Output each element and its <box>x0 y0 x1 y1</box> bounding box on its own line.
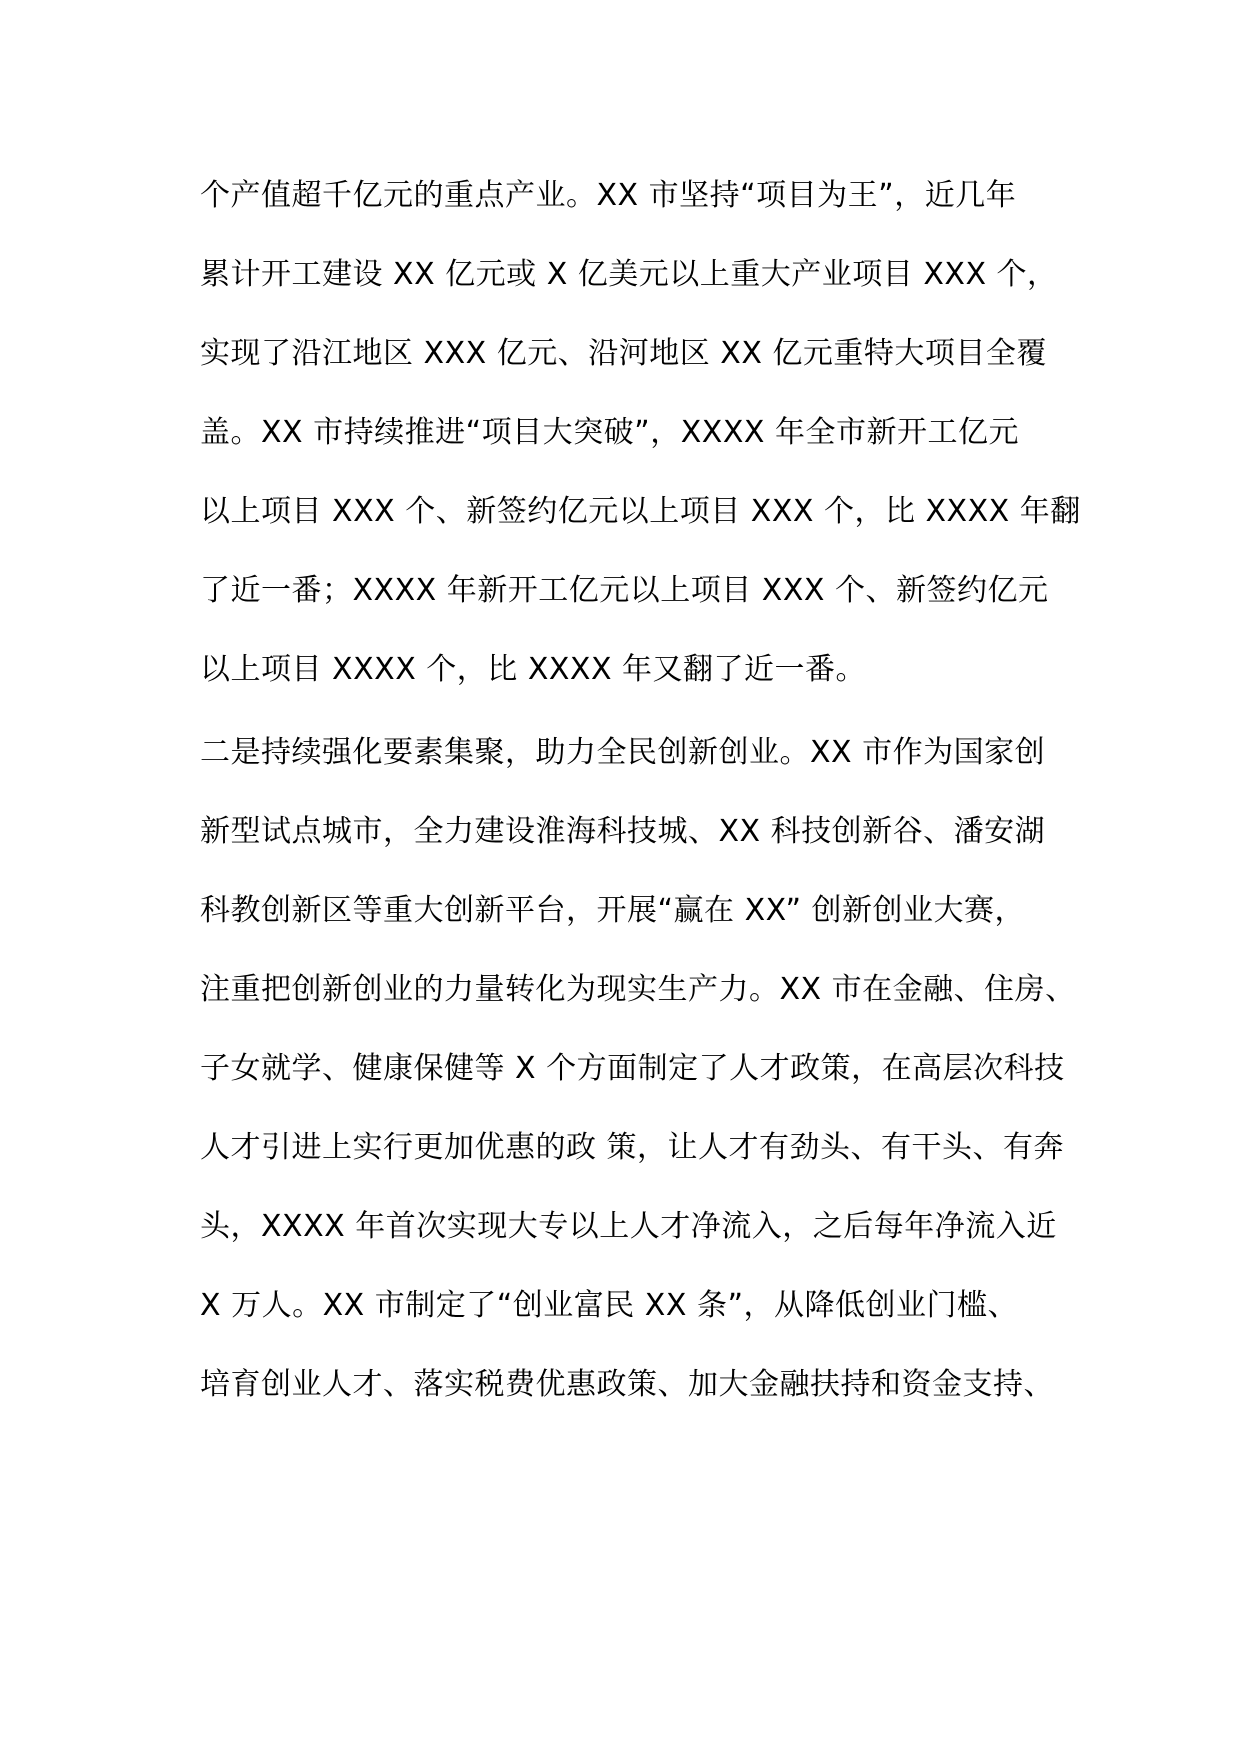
text-line: 头，XXXX 年首次实现大专以上人才净流入，之后每年净流入近 <box>200 1209 1057 1244</box>
text-line: 子女就学、健康保健等 X 个方面制定了人才政策，在高层次科技 <box>200 1051 1065 1086</box>
text-line: 注重把创新创业的力量转化为现实生产力。XX 市在金融、住房、 <box>200 972 1076 1007</box>
text-line: 个产值超千亿元的重点产业。XX 市坚持“项目为王”，近几年 <box>200 178 1017 213</box>
text-line: 科教创新区等重大创新平台，开展“赢在 XX” 创新创业大赛， <box>200 893 1026 928</box>
text-line: 累计开工建设 XX 亿元或 X 亿美元以上重大产业项目 XXX 个， <box>200 257 1058 292</box>
text-line: 培育创业人才、落实税费优惠政策、加大金融扶持和资金支持、 <box>200 1367 1054 1402</box>
text-line: 以上项目 XXX 个、新签约亿元以上项目 XXX 个，比 XXXX 年翻 <box>200 494 1081 529</box>
text-line: 新型试点城市，全力建设淮海科技城、XX 科技创新谷、潘安湖 <box>200 814 1046 849</box>
text-line: 盖。XX 市持续推进“项目大突破”，XXXX 年全市新开工亿元 <box>200 415 1019 450</box>
text-line: 实现了沿江地区 XXX 亿元、沿河地区 XX 亿元重特大项目全覆 <box>200 336 1047 371</box>
text-line: X 万人。XX 市制定了“创业富民 XX 条”，从降低创业门槛、 <box>200 1288 1018 1323</box>
text-line: 以上项目 XXXX 个，比 XXXX 年又翻了近一番。 <box>200 652 867 687</box>
text-line: 二是持续强化要素集聚，助力全民创新创业。XX 市作为国家创 <box>200 735 1046 770</box>
text-line: 了近一番；XXXX 年新开工亿元以上项目 XXX 个、新签约亿元 <box>200 573 1049 608</box>
text-line: 人才引进上实行更加优惠的政 策，让人才有劲头、有干头、有奔 <box>200 1130 1065 1165</box>
